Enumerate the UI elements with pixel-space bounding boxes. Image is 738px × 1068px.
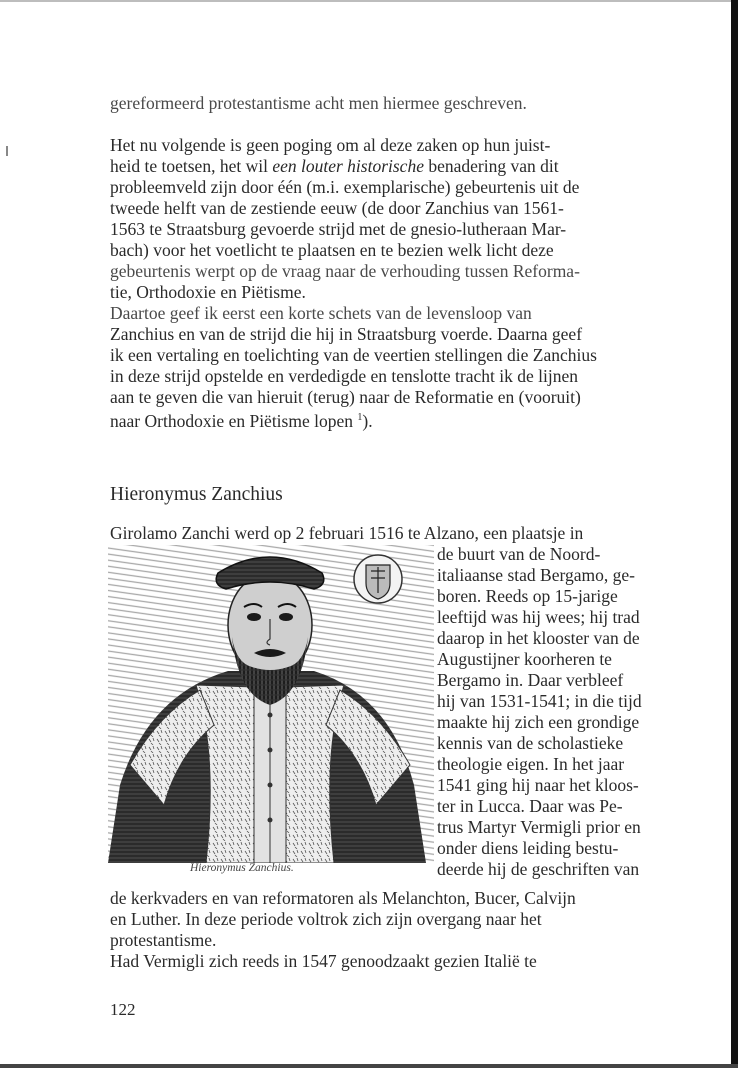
- wrap-line: leeftijd was hij wees; hij trad: [437, 607, 640, 627]
- text-line: protestantisme.: [110, 930, 217, 950]
- text-line: ik een vertaling en toelichting van de veertien stellingen die Zanchius: [110, 345, 597, 365]
- page-right-edge: [731, 0, 738, 1068]
- wrap-line: maakte hij zich een grondige: [437, 712, 640, 732]
- text-line: heid te toetsen, het wil een louter historische benadering van dit: [110, 156, 559, 176]
- wrap-line: deerde hij de geschriften van: [437, 859, 640, 879]
- text-line: Het nu volgende is geen poging om al deze zaken op hun juist-: [110, 135, 551, 155]
- wrap-line: 1541 ging hij naar het kloos-: [437, 775, 639, 795]
- text-line: en Luther. In deze periode voltrok zich zijn overgang naar het: [110, 909, 542, 929]
- text-line: tie, Orthodoxie en Piëtisme.: [110, 282, 306, 302]
- text-line: de kerkvaders en van reformatoren als Melanchton, Bucer, Calvijn: [110, 888, 576, 908]
- section-heading: Hieronymus Zanchius: [110, 484, 283, 505]
- footnote-marker[interactable]: 1: [357, 412, 363, 423]
- margin-mark: [6, 146, 8, 156]
- page-top-edge: [0, 0, 738, 2]
- wrap-line: Bergamo in. Daar verbleef: [437, 670, 624, 690]
- text-line: 1563 te Straatsburg gevoerde strijd met de gnesio-lutheraan Mar-: [110, 219, 567, 239]
- text-line: Zanchius en van de strijd die hij in Straatsburg voerde. Daarna geef: [110, 324, 583, 344]
- text-line: gereformeerd protestantisme acht men hiermee geschreven.: [110, 93, 527, 113]
- text-line: gebeurtenis werpt op de vraag naar de verhouding tussen Reforma-: [110, 261, 580, 281]
- text-line: Girolamo Zanchi werd op 2 februari 1516 te Alzano, een plaatsje in: [110, 523, 584, 543]
- wrap-line: onder diens leiding bestu-: [437, 838, 619, 858]
- wrap-line: trus Martyr Vermigli prior en: [437, 817, 641, 837]
- text-line: Had Vermigli zich reeds in 1547 genoodzaakt gezien Italië te: [110, 951, 537, 971]
- wrap-line: italiaanse stad Bergamo, ge-: [437, 565, 635, 585]
- wrap-line: daarop in het klooster van de: [437, 628, 640, 648]
- zanchius-portrait: [108, 545, 434, 863]
- text-line: aan te geven die van hieruit (terug) naar de Reformatie en (vooruit): [110, 387, 581, 407]
- page-number: 122: [110, 1000, 136, 1019]
- wrap-line: ter in Lucca. Daar was Pe-: [437, 796, 623, 816]
- wrap-line: kennis van de scholastieke: [437, 733, 624, 753]
- wrap-line: theologie eigen. In het jaar: [437, 754, 625, 774]
- wrap-line: boren. Reeds op 15-jarige: [437, 586, 618, 606]
- emphasis: een louter historische: [272, 156, 424, 176]
- figure-caption: Hieronymus Zanchius.: [190, 862, 294, 874]
- wrap-line: hij van 1531-1541; in die tijd: [437, 691, 642, 711]
- text-line: probleemveld zijn door één (m.i. exemplarische) gebeurtenis uit de: [110, 177, 580, 197]
- wrap-line: de buurt van de Noord-: [437, 544, 601, 564]
- coat-of-arms-icon: [354, 555, 402, 603]
- text-line: in deze strijd opstelde en verdedigde en tenslotte tracht ik de lijnen: [110, 366, 578, 386]
- text-line: tweede helft van de zestiende eeuw (de door Zanchius van 1561-: [110, 198, 564, 218]
- page-bottom-edge: [0, 1064, 738, 1068]
- wrap-line: Augustijner koorheren te: [437, 649, 612, 669]
- text-line: bach) voor het voetlicht te plaatsen en te bezien welk licht deze: [110, 240, 554, 260]
- text-line: Daartoe geef ik eerst een korte schets van de levensloop van: [110, 303, 532, 323]
- text-line: naar Orthodoxie en Piëtisme lopen $^1$).: [110, 410, 373, 431]
